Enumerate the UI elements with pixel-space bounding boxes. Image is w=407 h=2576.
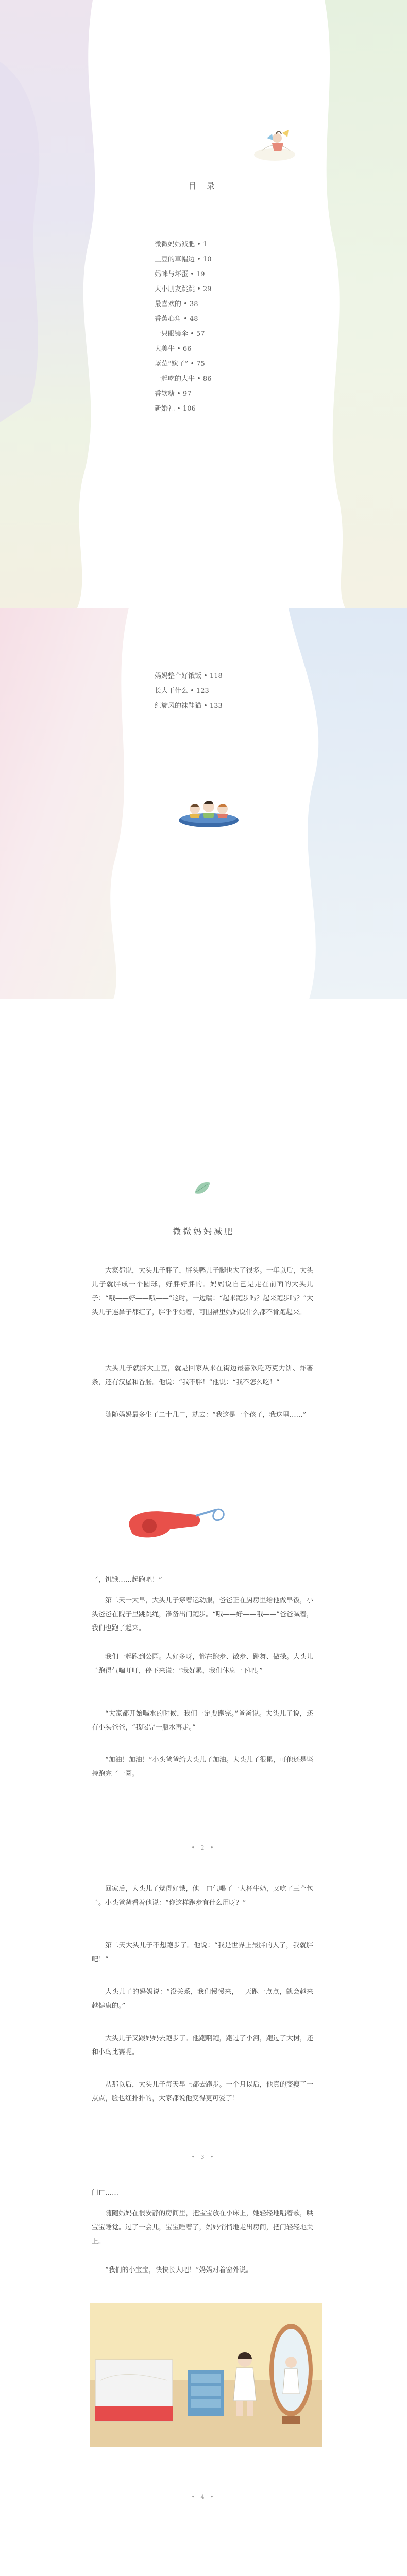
flying-carpet-illustration [175, 788, 242, 835]
body-paragraph: 大头儿子的妈妈说：“没关系，我们慢慢来，一天跑一点点，就会越来越健康的。” [92, 1988, 313, 2010]
contents-page [0, 0, 407, 608]
contents-entry[interactable]: 大小朋友跳跳 • 29 [155, 285, 212, 293]
contents-continued-page [0, 608, 407, 999]
body-paragraph: 大头儿子又跟妈妈去跑步了。他跑啊跑，跑过了小河，跑过了大树，还和小鸟比赛呢。 [92, 2035, 313, 2056]
body-paragraph: 随随妈妈最多生了二十几口，就去：“我这是一个孩子，我这里……” [105, 1411, 307, 1419]
watercolor-wash-left [0, 0, 118, 608]
chapter-title: 微微妈妈减肥 [172, 1227, 234, 1236]
body-paragraph: 第二天一大早，大头儿子穿着运动服，爸爸正在厨房里给他做早饭，小头爸爸在院子里跳跳绳，准备出门跑步。“哦——好——哦——”爸爸喊着，我们也跑了起来。 [92, 1597, 313, 1632]
contents-list-continued [155, 669, 289, 714]
contents-entry[interactable]: 大美牛 • 66 [155, 345, 192, 353]
contents-entry[interactable]: 香蕉心角 • 48 [155, 315, 198, 323]
contents-entry[interactable]: 微微妈妈减肥 • 1 [155, 241, 208, 248]
body-paragraph: 从那以后，大头儿子每天早上都去跑步。一个月以后，他真的变瘦了一点点，脸也红扑扑的，大家都说他变得更可爱了！ [92, 2081, 313, 2103]
page-number: • 2 • [191, 1844, 216, 1851]
contents-heading: 目 录 [188, 181, 219, 191]
body-paragraph: 第二天大头儿子不想跑步了。他说：“我是世界上最胖的人了，我就胖吧！” [92, 1942, 313, 1963]
flying-kite-illustration [246, 123, 303, 169]
contents-entry[interactable]: 最喜欢的 • 38 [155, 300, 198, 308]
body-paragraph: 随随妈妈在很安静的房间里，把宝宝放在小床上，她轻轻地唱着歌，哄宝宝睡觉。过了一会儿，宝宝睡着了，妈妈悄悄地走出房间，把门轻轻地关上。 [92, 2210, 313, 2245]
page-number: • 3 • [191, 2154, 216, 2160]
chapter-page [0, 999, 407, 2576]
contents-entry[interactable]: 蓝莓“嫁子” • 75 [155, 360, 205, 368]
watercolor-wash-right [304, 0, 407, 608]
contents-entry[interactable]: 土豆的草帽边 • 10 [155, 256, 212, 263]
page-number: • 4 • [191, 2494, 216, 2500]
body-paragraph: “大家都开始喝水的时候，我们一定要跑完。”爸爸说。大头儿子说，还有小头爸爸，“我喝完一瓶水再走。” [92, 1710, 313, 1732]
contents-entry[interactable]: 新婚礼 • 106 [155, 405, 196, 413]
contents-entry[interactable]: 长大干什么 • 123 [155, 687, 209, 695]
contents-entry[interactable]: 一起吃的大牛 • 86 [155, 375, 212, 383]
contents-entry[interactable]: 香软糖 • 97 [155, 390, 192, 398]
green-leaf-ornament [190, 1178, 215, 1201]
body-paragraph: 门口…… [92, 2189, 119, 2197]
bedroom-mirror-illustration [90, 2303, 322, 2447]
contents-entry[interactable]: 妈妈整个好饿饭 • 118 [155, 672, 223, 680]
body-paragraph: 大头儿子就胖大土豆，就是回家从来在街边最喜欢吃巧克力饼、炸薯条，还有汉堡和香肠。他说：“我不胖！”他说：“我不怎么吃！” [92, 1365, 313, 1386]
contents-entry[interactable]: 一只眼镜伞 • 57 [155, 330, 205, 338]
body-paragraph: 了，饥饿……起跑吧！” [92, 1576, 162, 1584]
body-paragraph: 我们一起跑到公园。人好多呀，都在跑步、散步、跳舞、做操。大头儿子跑得气喘吁吁，停下来说：“我好累，我们休息一下吧。” [92, 1653, 313, 1675]
contents-entry[interactable]: 妈咪与坏蛋 • 19 [155, 270, 205, 278]
body-paragraph: “加油！加油！”小头爸爸给大头儿子加油。大头儿子很累，可他还是坚持跑完了一圈。 [92, 1756, 313, 1778]
body-paragraph: “我们的小宝宝，快快长大吧！”妈妈对着窗外说。 [105, 2266, 253, 2274]
whistle-illustration [118, 1494, 232, 1551]
body-paragraph: 回家后，大头儿子觉得好饿，他一口气喝了一大杯牛奶，又吃了三个包子。小头爸爸看着他说：“你这样跑步有什么用呀？” [92, 1885, 313, 1907]
contents-list [155, 237, 289, 416]
contents-entry[interactable]: 红旋风的袜鞋猫 • 133 [155, 702, 223, 710]
body-paragraph: 大家都说，大头儿子胖了，胖头鸭儿子脚也大了很多。一年以后，大头儿子就胖成一个圆球，好胖好胖的。妈妈说自己是走在前面的大头儿子：“哦——好——哦——”这时，一边喘：“起来跑步吗？起来跑步吗？”大头儿子连鼻子都红了，胖乎乎站着，可围裙里妈妈说什么都不肯跑起来。 [92, 1267, 313, 1316]
